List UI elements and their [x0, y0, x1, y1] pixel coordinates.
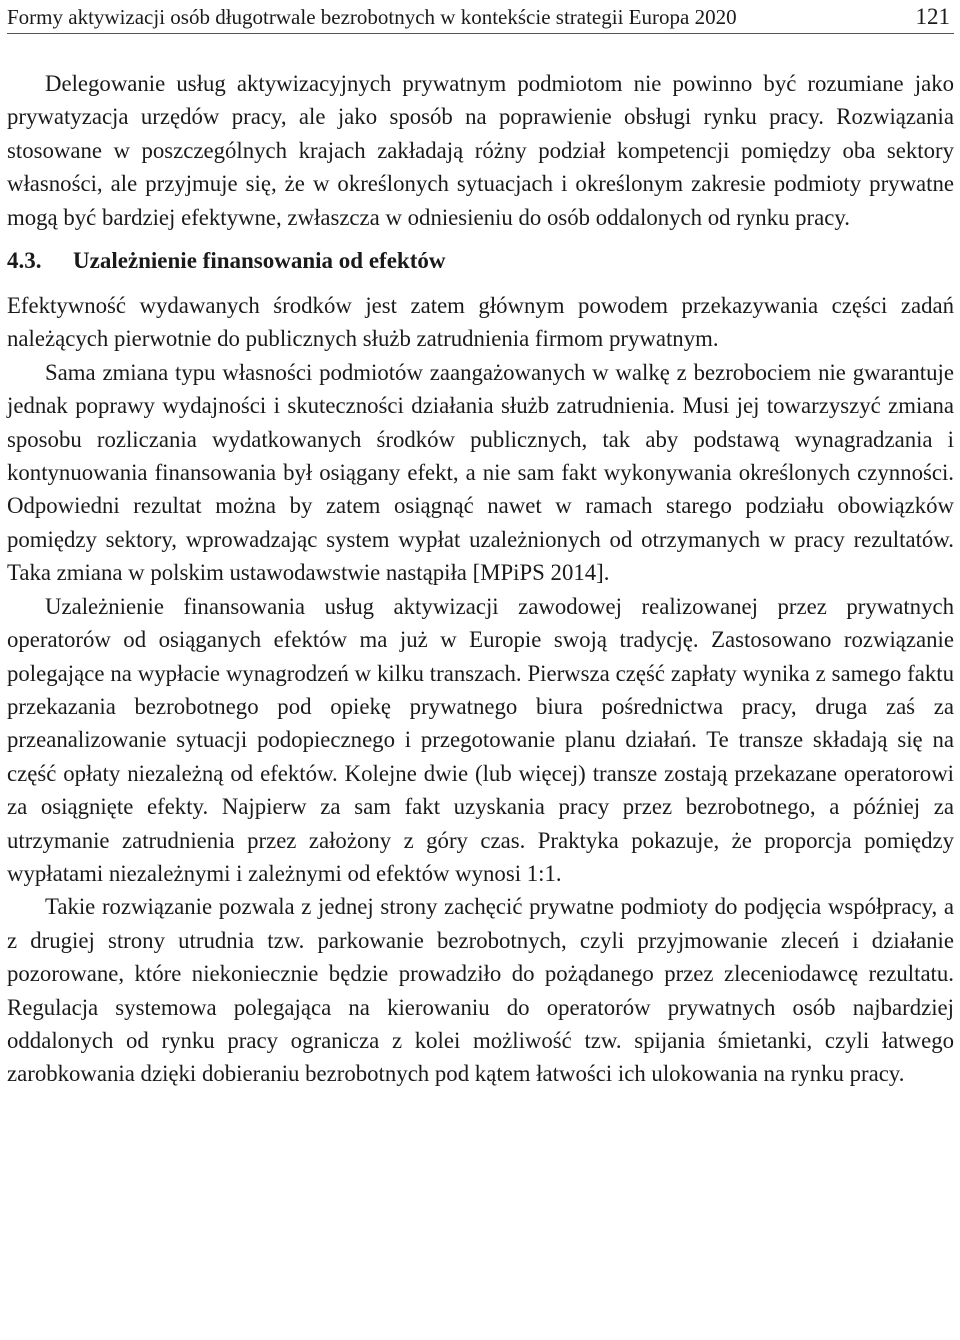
page-number: 121 [915, 4, 950, 29]
paragraph-parking-creaming: Takie rozwiązanie pozwala z jednej strony zachęcić prywatne podmioty do podjęcia współpracy, a z drugiej strony utrudnia tzw. parkowanie bezrobotnych, czyli przyjmowanie zleceń i działanie pozorowane, które niekoniecznie będzie prowadziło do pożądanego przez zleceniodawcę rezultatu. Regulacja systemowa polegająca na kierowaniu do operatorów prywatnych osób najbardziej oddalonych od rynku pracy ogranicza z kolei możliwość tzw. spijania śmietanki, czyli łatwego zarobkowania dzięki dobieraniu bezrobotnych pod kątem łatwości ich ulokowania na rynku pracy. [7, 894, 954, 1087]
running-header [7, 0, 954, 34]
section-number: 4.3. [7, 248, 42, 274]
paragraph-ownership-change: Sama zmiana typu własności podmiotów zaangażowanych w walkę z bezrobociem nie gwarantuje jednak poprawy wydajności i skuteczności działania służb zatrudnienia. Musi jej towarzyszyć zmiana sposobu rozliczania wydatkowanych środków publicznych, tak aby podstawą wynagradzania i kontynuowania finansowania był osiągany efekt, a nie sam fakt wykonywania określonych czynności. Odpowiedni rezultat można by zatem osiągnąć nawet w ramach starego podziału obowiązków pomiędzy sektory, wprowadzając system wypłat uzależnionych od otrzymanych w pracy rezultatów. Taka zmiana w polskim ustawodawstwie nastąpiła [MPiPS 2014]. [7, 359, 954, 586]
paragraph-payment-tranches: Uzależnienie finansowania usług aktywizacji zawodowej realizowanej przez prywatnych operatorów od osiąganych efektów ma już w Europie swoją tradycję. Zastosowano rozwiązanie polegające na wypłacie wynagrodzeń w kilku transzach. Pierwsza część zapłaty wynika z samego faktu przekazania bezrobotnego pod opiekę prywatnego biura pośrednictwa pracy, druga zaś za przeanalizowanie sytuacji podopiecznego i przegotowanie planu działań. Te transze składają się na część opłaty niezależną od efektów. Kolejne dwie (lub więcej) transze zostają przekazane operatorowi za osiągnięte efekty. Najpierw za sam fakt uzyskania pracy przez bezrobotnego, a później za utrzymanie zatrudnienia przez założony z góry czas. Praktyka pokazuje, że proporcja pomiędzy wypłatami niezależnymi i zależnymi od efektów wynosi 1:1. [7, 593, 954, 886]
paragraph-efficiency: Efektywność wydawanych środków jest zatem głównym powodem przekazywania części zadań należących pierwotnie do publicznych służb zatrudnienia firmom prywatnym. [7, 293, 954, 352]
section-title: Uzależnienie finansowania od efektów [73, 248, 446, 274]
body-text [7, 67, 954, 1091]
paragraph-delegation: Delegowanie usług aktywizacyjnych prywatnym podmiotom nie powinno być rozumiane jako prywatyzacja urzędów pracy, ale jako sposób na poprawienie obsługi rynku pracy. Rozwiązania stosowane w poszczególnych krajach zakładają różny podział kompetencji pomiędzy oba sektory własności, ale przyjmuje się, że w określonych sytuacjach i określonym zakresie podmioty prywatne mogą być bardziej efektywne, zwłaszcza w odniesieniu do osób oddalonych od rynku pracy. [7, 71, 954, 230]
running-title: Formy aktywizacji osób długotrwale bezrobotnych w kontekście strategii Europa 2020 [7, 5, 737, 29]
section-heading [7, 244, 954, 278]
